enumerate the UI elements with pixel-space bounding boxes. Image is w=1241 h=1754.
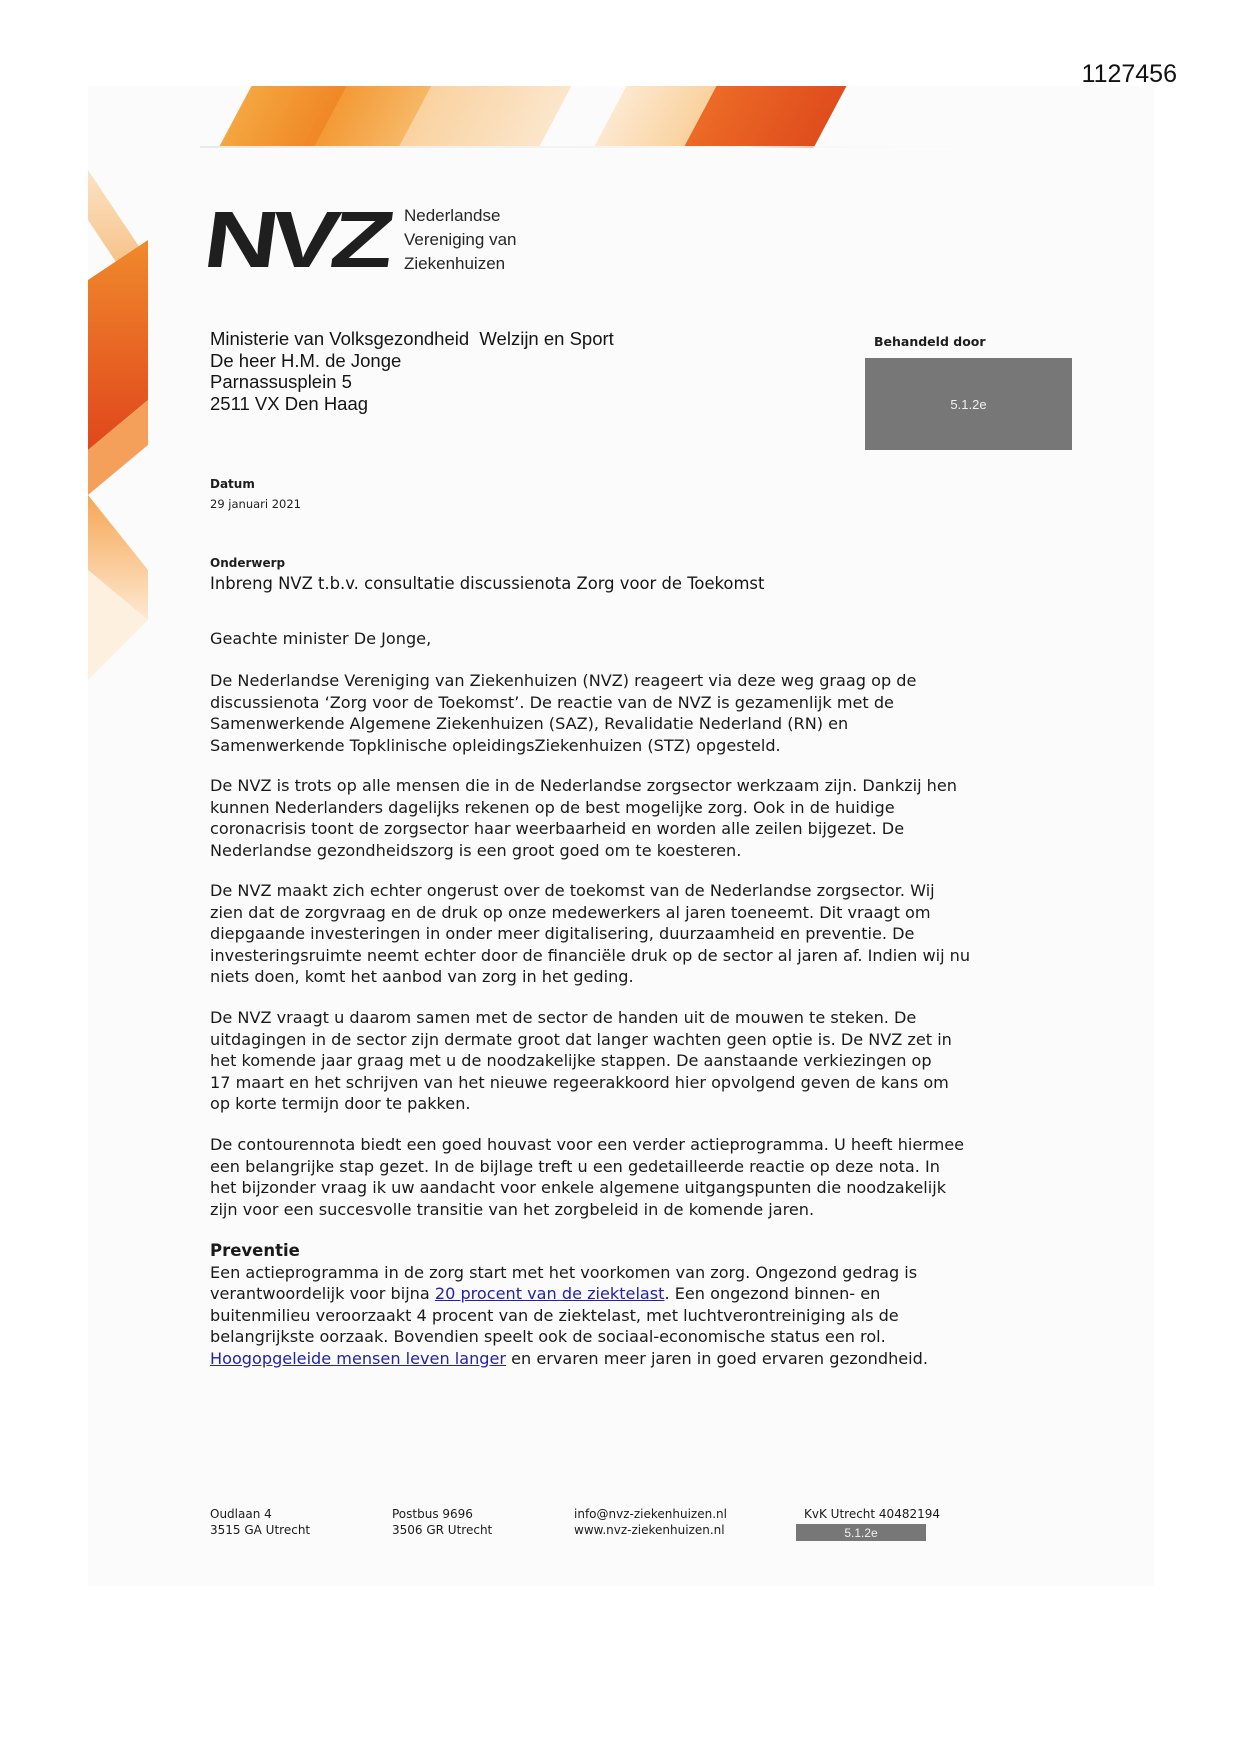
- hoogopgeleide-link[interactable]: Hoogopgeleide mensen leven langer: [210, 1348, 507, 1368]
- footer-kvk: [804, 1506, 940, 1522]
- paragraph-line: coronacrisis toont de zorgsector haar weerbaarheid en worden alle zeilen bijgezet. De: [210, 819, 905, 838]
- footer-email[interactable]: info@nvz-ziekenhuizen.nl: [574, 1507, 727, 1521]
- section-heading: Preventie: [210, 1241, 300, 1260]
- paragraph-line: een belangrijke stap gezet. In de bijlage treft u een gedetailleerde reactie op deze nota. In: [210, 1156, 940, 1176]
- date-value: 29 januari 2021: [210, 497, 302, 511]
- paragraph-line: buitenmilieu veroorzaakt 4 procent van de ziektelast, met luchtverontreiniging als de: [210, 1305, 899, 1325]
- paragraph-line: 17 maart en het schrijven van het nieuwe regeerakkoord hier opvolgend geven de kans om: [210, 1072, 949, 1092]
- footer-line: 3515 GA Utrecht: [210, 1523, 311, 1537]
- nvz-logo: [198, 195, 393, 284]
- paragraph-line: De Nederlandse Vereniging van Ziekenhuizen (NVZ) reageert via deze weg graag op de: [210, 671, 917, 690]
- footer-line: KvK Utrecht 40482194: [804, 1507, 940, 1521]
- paragraph-line: [210, 1348, 1040, 1370]
- paragraph-line: belangrijkste oorzaak. Bovendien speelt ook de sociaal-economische status een rol.: [210, 1327, 886, 1346]
- paragraph-line: investeringsruimte neemt echter door de financiële druk op de sector al jaren af. Indien wij nu: [210, 945, 971, 965]
- handled-by-label: Behandeld door: [874, 334, 986, 349]
- paragraph-line: discussienota ‘Zorg voor de Toekomst’. De reactie van de NVZ is gezamenlijk met de: [210, 692, 894, 712]
- paragraph: [210, 1007, 1040, 1115]
- footer-redaction: 5.1.2e: [796, 1524, 926, 1541]
- logo-organization-name: [404, 204, 516, 276]
- paragraph-line: zien dat de zorgvraag en de druk op onze medewerkers al jaren toeneemt. Dit vraagt om: [210, 902, 931, 922]
- paragraph-line: zijn voor een succesvolle transitie van het zorgbeleid in de komende jaren.: [210, 1199, 815, 1219]
- paragraph-line: het komende jaar graag met u de noodzakelijke stappen. De aanstaande verkiezingen op: [210, 1051, 932, 1070]
- logo-name-line: Ziekenhuizen: [404, 254, 506, 273]
- date-label: Datum: [210, 477, 255, 491]
- recipient-line: Ministerie van Volksgezondheid Welzijn en Sport: [210, 328, 614, 349]
- footer-website[interactable]: www.nvz-ziekenhuizen.nl: [574, 1523, 725, 1537]
- paragraph-line: op korte termijn door te pakken.: [210, 1094, 471, 1113]
- side-decoration: [88, 150, 158, 680]
- logo-name-line: Nederlandse: [404, 206, 501, 225]
- footer-line: Oudlaan 4: [210, 1507, 272, 1521]
- paragraph-line: De NVZ is trots op alle mensen die in de Nederlandse zorgsector werkzaam zijn. Dankzij hen: [210, 776, 957, 795]
- footer-postbus: [392, 1506, 492, 1538]
- paragraph: [210, 775, 1040, 861]
- text-segment: en ervaren meer jaren in goed ervaren gezondheid.: [506, 1348, 928, 1368]
- header-banner: [0, 86, 1241, 152]
- document-number: 1127456: [1081, 60, 1177, 88]
- paragraph-line: het bijzonder vraag ik uw aandacht voor enkele algemene uitgangspunten die noodzakelijk: [210, 1178, 947, 1197]
- footer-address: [210, 1506, 310, 1538]
- text-segment: verantwoordelijk voor bijna: [210, 1284, 435, 1303]
- preventie-section: [210, 1240, 1040, 1369]
- recipient-line: De heer H.M. de Jonge: [210, 349, 402, 371]
- paragraph-line: uitdagingen in de sector zijn dermate groot dat langer wachten geen optie is. De NVZ zet in: [210, 1029, 952, 1049]
- paragraph-line: Nederlandse gezondheidszorg is een groot goed om te koesteren.: [210, 840, 742, 860]
- recipient-address: [210, 328, 614, 414]
- paragraph: [210, 880, 1040, 988]
- paragraph-line: De NVZ vraagt u daarom samen met de sector de handen uit de mouwen te steken. De: [210, 1008, 917, 1027]
- paragraph: [210, 1134, 1040, 1220]
- paragraph-line: [210, 1283, 1040, 1305]
- subject-label: Onderwerp: [210, 556, 286, 570]
- logo-mark: NVZ: [198, 195, 393, 284]
- paragraph-line: niets doen, komt het aanbod van zorg in het geding.: [210, 967, 634, 986]
- footer-line: 3506 GR Utrecht: [392, 1523, 493, 1537]
- paragraph-line: De NVZ maakt zich echter ongerust over de toekomst van de Nederlandse zorgsector. Wij: [210, 881, 935, 900]
- footer-line: Postbus 9696: [392, 1507, 473, 1521]
- paragraph-line: De contourennota biedt een goed houvast voor een verder actieprogramma. U heeft hiermee: [210, 1135, 965, 1154]
- logo-name-line: Vereniging van: [404, 230, 517, 249]
- ziektelast-link[interactable]: 20 procent van de ziektelast: [434, 1284, 665, 1303]
- paragraph-line: diepgaande investeringen in onder meer digitalisering, duurzaamheid en preventie. De: [210, 924, 915, 943]
- recipient-line: 2511 VX Den Haag: [210, 392, 369, 414]
- text-segment: . Een ongezond binnen- en: [664, 1284, 881, 1303]
- paragraph: [210, 670, 1040, 756]
- subject-value: Inbreng NVZ t.b.v. consultatie discussienota Zorg voor de Toekomst: [210, 574, 765, 593]
- banner-divider: [200, 146, 980, 148]
- recipient-line: Parnassusplein 5: [210, 371, 352, 392]
- salutation: Geachte minister De Jonge,: [210, 629, 432, 648]
- handled-by-redaction: 5.1.2e: [865, 358, 1072, 450]
- paragraph-line: Een actieprogramma in de zorg start met het voorkomen van zorg. Ongezond gedrag is: [210, 1262, 918, 1282]
- footer-contact: [574, 1506, 727, 1538]
- paragraph-line: Samenwerkende Algemene Ziekenhuizen (SAZ), Revalidatie Nederland (RN) en: [210, 714, 849, 733]
- paragraph-line: Samenwerkende Topklinische opleidingsZiekenhuizen (STZ) opgesteld.: [210, 735, 781, 755]
- paragraph-line: kunnen Nederlanders dagelijks rekenen op de best mogelijke zorg. Ook in de huidige: [210, 797, 895, 817]
